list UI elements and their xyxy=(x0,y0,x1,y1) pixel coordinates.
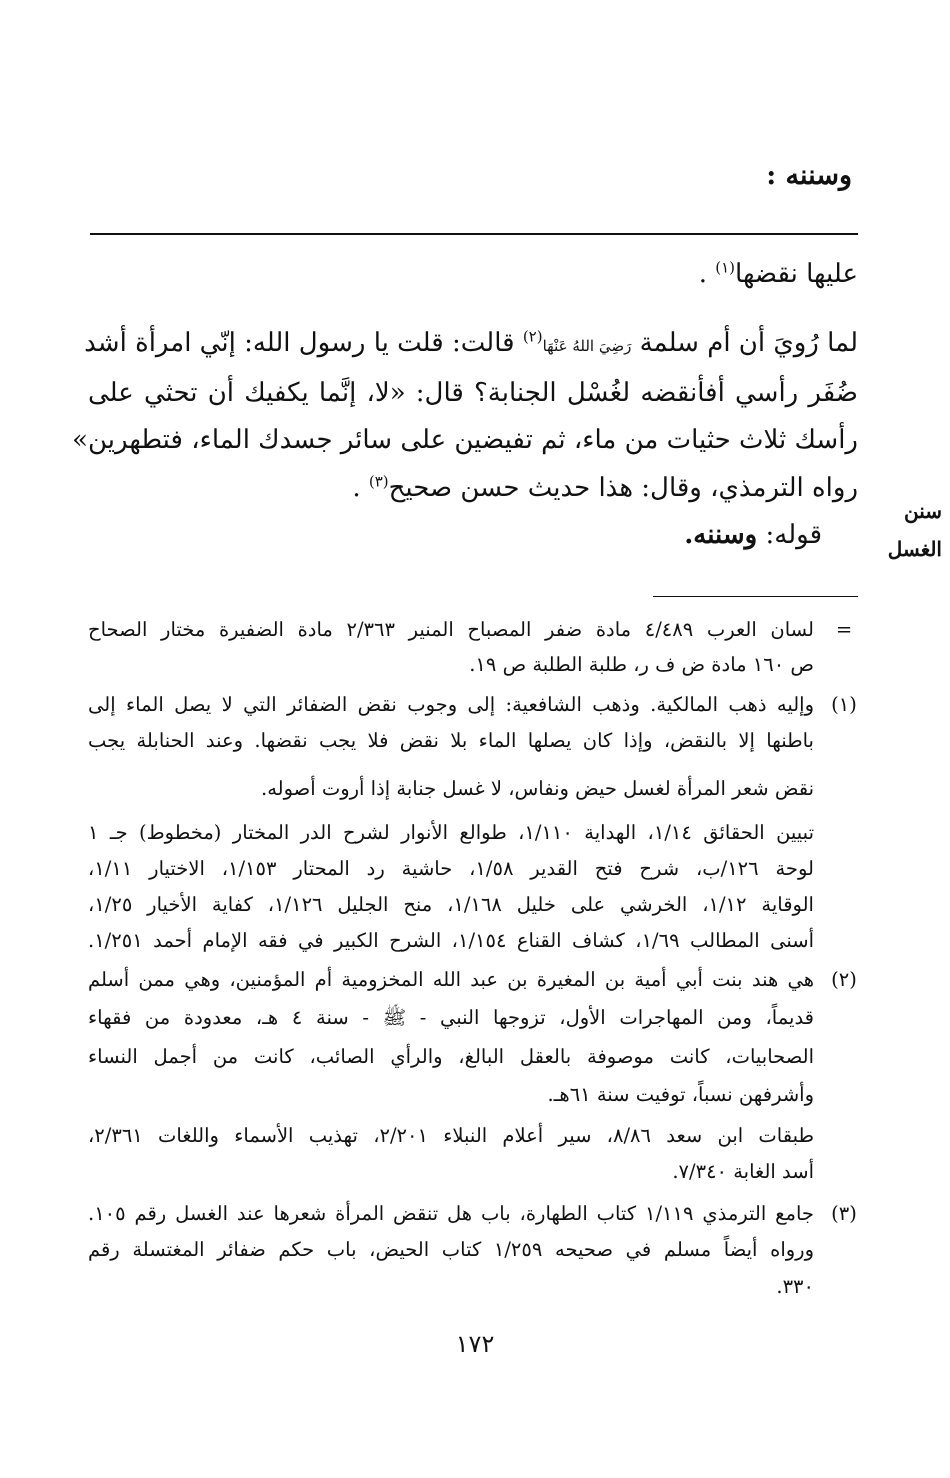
page-number: ١٧٢ xyxy=(455,1330,495,1358)
footnote-ref-2[interactable]: (٢) xyxy=(522,327,543,346)
section-header: وسننه : xyxy=(766,160,852,191)
footnote-ref-3[interactable]: (٣) xyxy=(368,472,389,491)
main-text-line-1: عليها نقضها$^{(١)}$ . xyxy=(698,258,858,289)
margin-note: سنن الغسل xyxy=(887,499,942,561)
footnote-divider xyxy=(653,596,858,597)
footnote-ref-1[interactable]: (١) xyxy=(715,258,736,277)
main-text-line-4: رأسك ثلاث حثيات من ماء، ثم تفيضين على سائر جسدك الماء، فتطهرين» xyxy=(72,425,858,455)
main-text-line-2: لما رُويَ أن أم سلمة رَضِيَ اللهُ عَنْهَا$^{(٢)}$ قالت: قلت يا رسول الله: إنّي امرأة أشد xyxy=(84,327,858,358)
main-text-line-5: رواه الترمذي، وقال: هذا حديث حسن صحيح$^{(٣)}$ . xyxy=(352,472,858,503)
header-divider xyxy=(90,233,858,235)
honorific-glyph: رَضِيَ اللهُ عَنْهَا xyxy=(542,337,632,355)
book-page: وسننه : عليها نقضها$^{(١)}$ . لما رُويَ أن أم سلمة رَضِيَ اللهُ عَنْهَا$^{(٢)}$ قالت: قلت يا رسول الله: إنّي امرأة أشد ضُفَر رأسي أفأنقضه لغُسْل الجنابة؟ قال: «لا، إنَّما يكفيك أن تحثي على رأسك ثلاث حثيات من ماء، ثم تفيضين على سائر جسدك الماء، فتطهرين» رواه الترمذي، وقال: هذا حديث حسن صحيح$^{(٣)}$ . سنن الغسل قوله: وسننه. = لسان العرب ٤/٤٨٩ مادة ضفر المصباح المنير ٢/٣٦٣ مادة الضفيرة مختار الصحاح ص ١٦٠ مادة ض ف ر، طلبة الطلبة ص ١٩. (١) وإليه ذهب المالكية. وذهب الشافعية: إلى وجوب نقض الضفائر التي لا يصل الماء إلى باطنها إلا بالنقض، وإذا كان يصلها الماء بلا نقض فلا يجب نقضها. وعند الحنابلة يجب نقض شعر المرأة لغسل حيض ونفاس، لا غسل جنابة إذا أروت أصوله. تبيين الحقائق ١/١٤، الهداية ١/١١٠، طوالع الأنوار لشرح الدر المختار (مخطوط) جـ ١ لوحة ١٢٦/ب، شرح فتح القدير ١/٥٨، حاشية رد المحتار ١/١٥٣، الاختيار ١/١١، الوقاية ١/١٢، الخرشي على خليل ١/١٦٨، منح الجليل ١/١٢٦، كفاية الأخيار ١/٢٥، أسنى المطالب ١/٦٩، كشاف القناع ١/١٥٤، الشرح الكبير في فقه الإمام أحمد ١/٢٥١. (٢) هي هند بنت أبي أمية بن المغيرة بن عبد الله المخزومية أم المؤمنين، وهي ممن أسلم قديماً، ومن المهاجرات الأول، تزوجها النبي - ﷺ - سنة ٤ هـ، معدودة من فقهاء الصحابيات، كانت موصوفة بالعقل البالغ، والرأي الصائب، كانت من أجمل النساء وأشرفهن نسباً، توفيت سنة ٦١هـ. طبقات ابن سعد ٨/٨٦، سير أعلام النبلاء ٢/٢٠١، تهذيب الأسماء واللغات ٢/٣٦١، أسد الغابة ٧/٣٤٠. (٣) جامع الترمذي ١/١١٩ كتاب الطهارة، باب هل تنقض المرأة شعرها عند الغسل رقم ١٠٥. ورواه أيضاً مسلم في صحيحه ١/٢٥٩ كتاب الحيض، باب حكم ضفائر المغتسلة رقم ٣٣٠. ١٧٢ xyxy=(72,160,942,1358)
qawluh-line: قوله: وسننه. xyxy=(684,520,822,550)
main-text-line-3: ضُفَر رأسي أفأنقضه لغُسْل الجنابة؟ قال: «لا، إنَّما يكفيك أن تحثي على xyxy=(88,378,858,408)
